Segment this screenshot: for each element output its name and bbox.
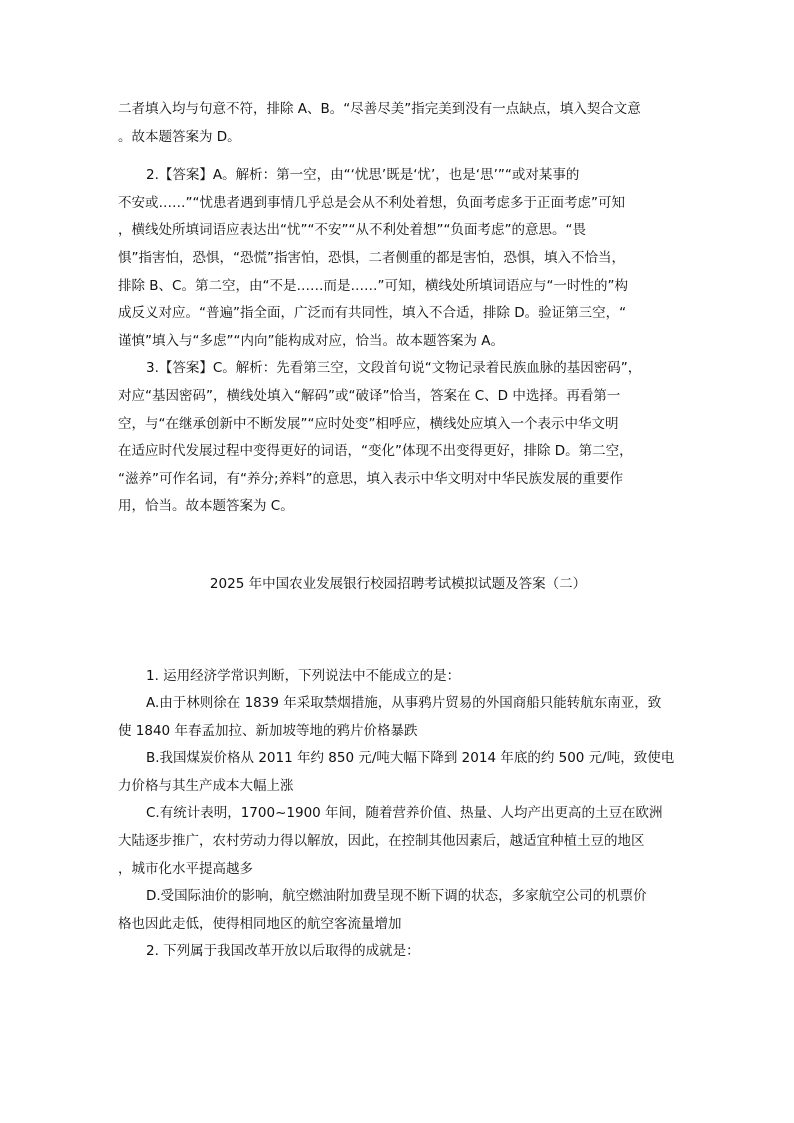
- text-line: 空，与“在继承创新中不断发展”“应时处变”相呼应，横线处应填入一个表示中华文明: [118, 415, 619, 432]
- text-line: 1. 运用经济学常识判断，下列说法中不能成立的是：: [146, 667, 461, 684]
- text-line: 排除 B、C。第二空，由“不是……而是……”可知，横线处所填词语应与“一时性的”构: [118, 277, 628, 294]
- continuation-paragraph: [118, 96, 678, 151]
- text-line: A.由于林则徐在 1839 年采取禁烟措施，从事鸦片贸易的外国商船只能转航东南亚，致: [146, 695, 662, 712]
- text-line: 不安或……”“忧患者遇到事情几乎总是会从不利处着想，负面考虑多于正面考虑”可知: [118, 194, 625, 211]
- text-line: 对应“基因密码”，横线处填入“解码”或“破译”恰当，答案在 C、D 中选择。再看第一: [118, 387, 621, 404]
- text-line: “滋养”可作名词，有“养分;养料”的意思，填入表示中华文明对中华民族发展的重要作: [118, 470, 624, 487]
- text-line: 大陆逐步推广，农村劳动力得以解放，因此，在控制其他因素后，越适宜种植土豆的地区: [118, 833, 645, 850]
- text-line: C.有统计表明，1700~1900 年间，随着营养价值、热量、人均产出更高的土豆在欧洲: [146, 805, 663, 822]
- section-title: 2025 年中国农业发展银行校园招聘考试模拟试题及答案（二）: [209, 575, 587, 592]
- text-line: ，城市化水平提高越多: [118, 860, 253, 877]
- answer-paragraph: [118, 355, 678, 521]
- question-paragraph: [118, 690, 678, 745]
- document-page: [118, 96, 678, 966]
- text-line: 2.【答案】A。解析：第一空，由“‘忧思’既是‘忧’，也是‘思’”“或对某事的: [146, 167, 580, 184]
- text-line: 使 1840 年春孟加拉、新加坡等地的鸦片价格暴跌: [118, 722, 418, 739]
- question-paragraph: [118, 745, 678, 800]
- answer-paragraph: [118, 162, 678, 355]
- text-line: D.受国际油价的影响，航空燃油附加费呈现不断下调的状态，多家航空公司的机票价: [146, 888, 647, 905]
- text-line: 二者填入均与句意不符，排除 A、B。“尽善尽美”指完美到没有一点缺点，填入契合文意: [118, 101, 641, 117]
- text-line: 力价格与其生产成本大幅上涨: [118, 777, 294, 794]
- previous-answers-section: [118, 96, 678, 521]
- text-line: 3.【答案】C。解析：先看第三空，文段首句说“文物记录着民族血脉的基因密码”，: [146, 360, 642, 377]
- text-line: 2. 下列属于我国改革开放以后取得的成就是：: [146, 943, 420, 960]
- text-line: 。故本题答案为 D。: [118, 128, 241, 145]
- text-line: B.我国煤炭价格从 2011 年约 850 元/吨大幅下降到 2014 年底的约 500 元/吨，致使电: [146, 750, 675, 767]
- text-line: 在适应时代发展过程中变得更好的词语，“变化”体现不出变得更好，排除 D。第二空，: [118, 443, 633, 460]
- question-paragraph: [118, 663, 678, 691]
- question-paragraph: [118, 800, 678, 883]
- text-line: 惧”指害怕，恐惧，“恐慌”指害怕，恐惧，二者侧重的都是害怕，恐惧，填入不恰当，: [118, 249, 625, 266]
- text-line: ，横线处所填词语应表达出“忧”“不安”“从不利处着想”“负面考虑”的意思。“畏: [118, 222, 586, 239]
- question-paragraph: [118, 883, 678, 938]
- text-line: 谨慎”填入与“多虑”“内向”能构成对应，恰当。故本题答案为 A。: [118, 332, 504, 349]
- text-line: 格也因此走低，使得相同地区的航空客流量增加: [118, 915, 402, 932]
- text-line: 用，恰当。故本题答案为 C。: [118, 498, 294, 515]
- text-line: 成反义对应。“普遍”指全面，广泛而有共同性，填入不合适，排除 D。验证第三空，“: [118, 305, 627, 322]
- questions-section: [118, 663, 678, 967]
- question-paragraph: [118, 938, 678, 966]
